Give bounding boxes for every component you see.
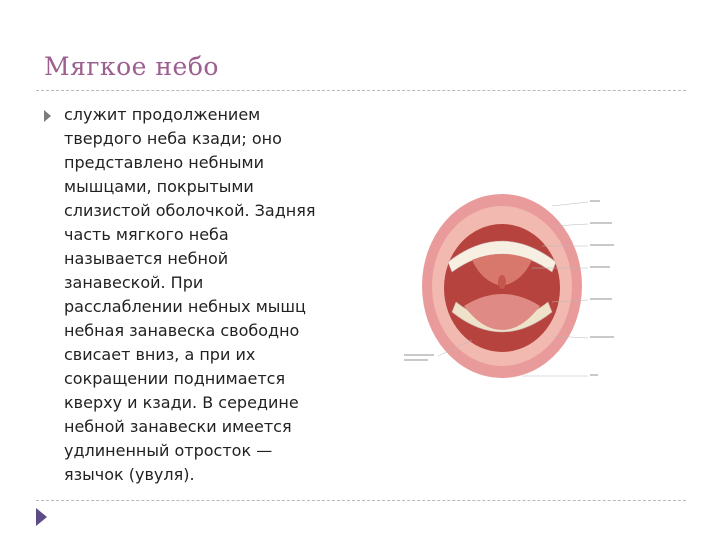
bullet-arrow-icon <box>44 110 51 122</box>
body-text: служит продолжением твердого неба кзади; оно представлено небными мышцами, покрытыми слизистой оболочкой. Задняя часть мягкого неба называется небной занавеской. При расслаблении небных мышц небная занавеска свободно свисает вниз, а при их сокращении поднимается кверху и кзади. В середине небной занавески имеется удлиненный отросток — язычок (увуля). <box>64 105 316 484</box>
uvula-shape <box>498 275 506 289</box>
next-slide-arrow-icon[interactable] <box>36 508 47 526</box>
bottom-divider <box>36 500 686 501</box>
slide-title: Мягкое небо <box>44 52 219 81</box>
top-divider <box>36 90 686 91</box>
mouth-anatomy-illustration <box>402 190 642 390</box>
